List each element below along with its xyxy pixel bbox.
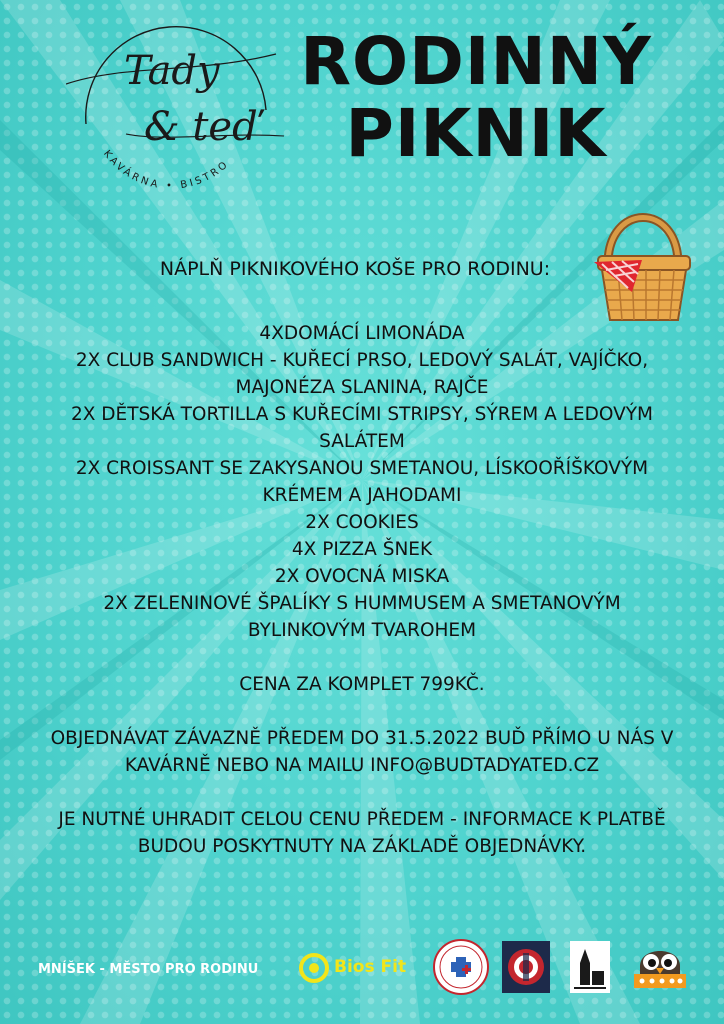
bios-fit-logo-text: Bios Fit <box>334 957 407 977</box>
menu-item: BYLINKOVÝM TVAROHEM <box>247 620 477 641</box>
footer-slogan: MNÍŠEK - MĚSTO PRO RODINU <box>38 962 259 977</box>
menu-item: MAJONÉZA SLANINA, RAJČE <box>235 377 489 398</box>
payment-line1: JE NUTNÉ UHRADIT CELOU CENU PŘEDEM - INFORMACE K PLATBĚ <box>58 809 666 830</box>
menu-content <box>40 320 684 860</box>
church-logo-icon <box>570 941 610 993</box>
menu-item: SALÁTEM <box>319 431 405 452</box>
menu-item: 2X DĚTSKÁ TORTILLA S KUŘECÍMI STRIPSY, SÝREM A LEDOVÝM <box>70 404 654 425</box>
order-line1: OBJEDNÁVAT ZÁVAZNĚ PŘEDEM DO 31.5.2022 BUĎ PŘÍMO U NÁS V <box>50 728 674 749</box>
fire-brigade-logo-icon <box>502 941 550 993</box>
payment-line2: BUDOU POSKYTNUTY NA ZÁKLADĚ OBJEDNÁVKY. <box>137 836 587 857</box>
logo-script-line1: Tady <box>124 48 220 94</box>
menu-item: KRÉMEM A JAHODAMI <box>262 485 462 506</box>
cafe-logo <box>66 14 286 204</box>
bios-fit-logo-icon <box>298 952 330 984</box>
page-title <box>296 23 656 172</box>
title-line1: RODINNÝ <box>300 23 652 100</box>
basket-contents-heading: NÁPLŇ PIKNIKOVÉHO KOŠE PRO RODINU: <box>159 258 551 280</box>
menu-item: 2X CLUB SANDWICH - KUŘECÍ PRSO, LEDOVÝ SALÁT, VAJÍČKO, <box>75 350 649 371</box>
owl-logo-icon <box>632 938 688 994</box>
menu-item: 4X PIZZA ŠNEK <box>291 539 433 560</box>
menu-item: 2X OVOCNÁ MISKA <box>274 566 450 587</box>
order-line2: KAVÁRNĚ NEBO NA MAILU INFO@BUDTADYATED.CZ <box>124 755 600 776</box>
menu-item: 4XDOMÁCÍ LIMONÁDA <box>259 323 465 344</box>
logo-caption: KAVÁRNA • BISTRO <box>101 148 232 192</box>
menu-item: 2X COOKIES <box>305 512 419 533</box>
menu-item: 2X ZELENINOVÉ ŠPALÍKY S HUMMUSEM A SMETANOVÝM <box>103 593 621 614</box>
red-cross-logo-icon <box>432 938 490 996</box>
price-text: CENA ZA KOMPLET 799KČ. <box>239 674 485 695</box>
logo-script-line2: & teď <box>144 104 258 150</box>
title-line2: PIKNIK <box>345 95 607 172</box>
picnic-basket-icon <box>592 206 696 324</box>
svg-text:KAVÁRNA • BISTRO <box>101 148 232 191</box>
menu-item: 2X CROISSANT SE ZAKYSANOU SMETANOU, LÍSKOOŘÍŠKOVÝM <box>75 458 649 479</box>
